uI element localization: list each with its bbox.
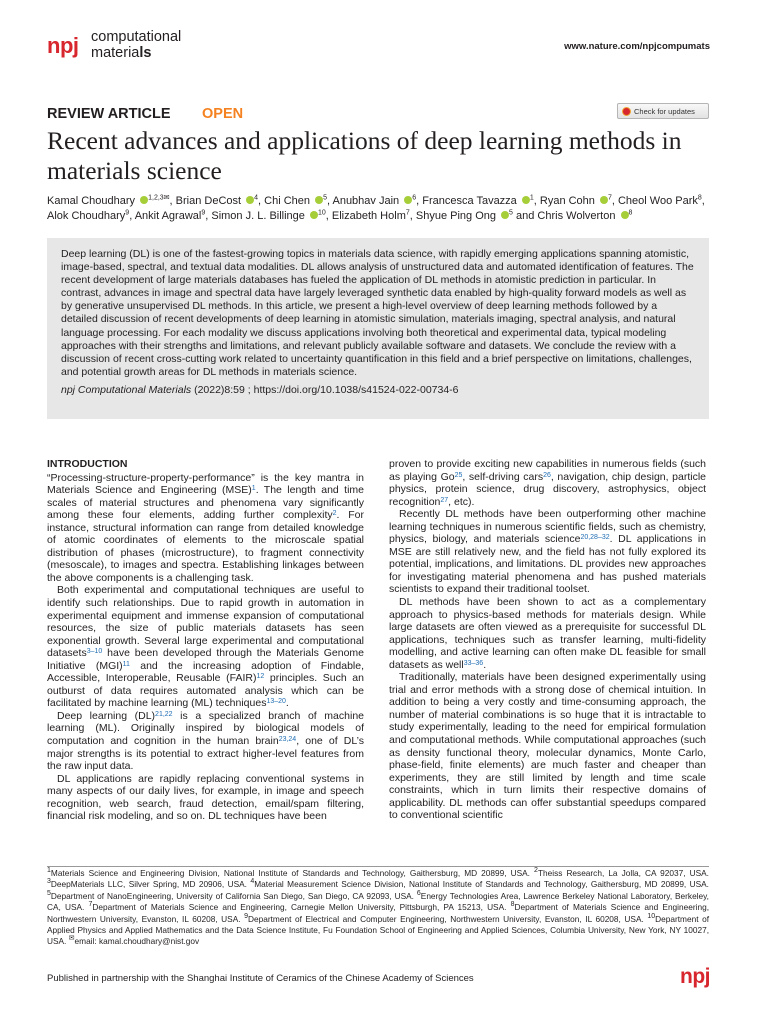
citation-line: [61, 384, 695, 396]
paragraph: Recently DL methods have been outperforming other machine learning techniques in numerous scientific fields, such as chemistry, physics, biology, and materials science$^{20,28-32}$. DL applications in MSE are still relatively new, and the field has not fully explored its potential, implications, and limitations. DL provides new approaches for investigating material phenomena and has pushed materials scientists to expand their traditional toolset.: [389, 508, 706, 596]
paragraph: Traditionally, materials have been designed experimentally using trial and error methods with a strong dose of chemical intuition. In addition to being a very costly and time-consuming approach, the number of material combinations is so huge that it is intractable to study experimentally, leading to the need for empirical formulation and computational methods. While computational approaches (such as density functional theory, molecular dynamics, Monte Carlo, phase-field, finite elements) are much faster and cheaper than experiments, they are still limited by length and time scale constraints, which in turn limits their respective domains of applicability. DL methods can offer substantial speedups compared to conventional scientific: [389, 671, 706, 822]
paragraph: Both experimental and computational techniques are useful to identify such relationships. Due to rapid growth in automation in experimental equipment and immense expansion of computational resources, the size of public materials datasets has seen exponential growth. Several large experimental and computational datasets$^{3-10}$ have been developed through the Materials Genome Initiative (MGI)$^{11}$ and the increasing adoption of Findable, Accessible, Interoperable, Reusable (FAIR)$^{12}$ principles. Such an outburst of data requires automated analysis which can be facilitated by machine learning (ML) techniques$^{13-20}$.: [47, 584, 364, 710]
orcid-icon[interactable]: [501, 211, 509, 219]
orcid-icon[interactable]: [310, 211, 318, 219]
citation-journal: npj Computational Materials: [61, 383, 192, 396]
body-column-right: [389, 458, 706, 822]
orcid-icon[interactable]: [315, 196, 323, 204]
reference-link[interactable]: 33–36: [463, 659, 484, 667]
reference-link[interactable]: 25: [454, 471, 463, 479]
paragraph: “Processing-structure-property-performance” is the key mantra in Materials Science and Engineering (MSE)$^1$. The length and time scales of material structures and phenomena vary significantly among these four elements, adding further complexity$^2$. For instance, structural information can range from detailed knowledge of atomic coordinates of elements to the microscale spatial distribution of phases (microstructure), to fragment connectivity (mesoscale), to images and spectra. Establishing linkages between the above components is a challenging task.: [47, 471, 364, 584]
orcid-icon[interactable]: [600, 196, 608, 204]
footnote-divider: [47, 866, 709, 867]
abstract-text: Deep learning (DL) is one of the fastest-growing topics in materials data science, with rapidly emerging applications spanning atomistic, image-based, spectral, and textual data modalities. DL allows analysis of unstructured data and automated identification of features. The recent development of large materials databases has fueled the application of DL methods in atomistic prediction in particular. In contrast, advances in image and spectral data have largely leveraged synthetic data enabled by high-quality forward models as well as by generative unsupervised DL methods. In this article, we present a high-level overview of deep learning methods followed by a detailed discussion of recent developments of deep learning in atomistic simulation, materials imaging, spectral analysis, and natural language processing. For each modality we discuss applications involving both theoretical and experimental data, typical modeling approaches with their strengths and limitations, and relevant publicly available software and datasets. We conclude the review with a discussion of recent cross-cutting work related to uncertainty quantification in this field and a brief perspective on limitations, challenges, and potential growth areas for DL methods in materials science.: [61, 248, 694, 378]
affiliations-footnotes: $^1$Materials Science and Engineering Division, National Institute of Standards and Technology, Gaithersburg, MD 20899, USA. $^2$Theiss Research, La Jolla, CA 92037, USA. $^3$DeepMaterials LLC, Silver Spring, MD 20906, USA. $^4$Material Measurement Science Division, National Institute of Standards and Technology, Gaithersburg, MD 20899, USA. $^5$Department of NanoEngineering, University of California San Diego, San Diego, CA 92093, USA. $^6$Energy Technologies Area, Lawrence Berkeley National Laboratory, Berkeley, CA, USA. $^7$Department of Materials Science and Engineering, Carnegie Mellon University, Pittsburgh, PA 15213, USA. $^8$Department of Materials Science and Engineering, Northwestern University, Evanston, IL 60208, USA. $^9$Department of Electrical and Computer Engineering, Northwestern University, Evanston, IL 60208, USA. $^{10}$Department of Applied Physics and Applied Mathematics and the Data Science Institute, Fu Foundation School of Engineering and Applied Sciences, Columbia University, New York, NY 10027, USA. ✉email: kamal.choudhary@nist.gov: [47, 867, 709, 947]
publisher-partnership-note: Published in partnership with the Shanghai Institute of Ceramics of the Chinese Academy of Sciences: [47, 973, 474, 984]
paragraph: proven to provide exciting new capabilities in numerous fields (such as playing Go$^{25}$, self-driving cars$^{26}$, navigation, chip design, particle physics, protein science, drug discovery, astrophysics, object recognition$^{27}$, etc).: [389, 458, 706, 508]
journal-url-link[interactable]: www.nature.com/npjcompumats: [564, 41, 710, 52]
section-heading-introduction: INTRODUCTION: [47, 458, 128, 470]
reference-link[interactable]: 13–20: [266, 698, 286, 706]
citation-doi[interactable]: (2022)8:59 ; https://doi.org/10.1038/s41524-022-00734-6: [191, 383, 459, 396]
reference-link[interactable]: 23,24: [278, 736, 297, 744]
orcid-icon[interactable]: [140, 196, 148, 204]
reference-link[interactable]: 21,22: [155, 710, 173, 718]
journal-name: [91, 29, 181, 61]
article-type-label: REVIEW ARTICLE: [47, 106, 171, 122]
orcid-icon[interactable]: [246, 196, 254, 204]
reference-link[interactable]: 20,28–32: [580, 534, 610, 542]
orcid-icon[interactable]: [621, 211, 629, 219]
article-title: Recent advances and applications of deep learning methods in materials science: [47, 126, 682, 185]
reference-link[interactable]: 27: [440, 496, 449, 504]
orcid-icon[interactable]: [522, 196, 530, 204]
paragraph: Deep learning (DL)$^{21,22}$ is a specialized branch of machine learning (ML). Originally inspired by biological models of computation and cognition in the human brain$^{23,24}$, one of DL’s major strengths is its potential to extract higher-level features from the raw input data.: [47, 709, 364, 773]
check-for-updates-button[interactable]: [617, 103, 709, 119]
paragraph: DL applications are rapidly replacing conventional systems in many aspects of our daily lives, for example, in image and speech recognition, web search, fraud detection, email/spam filtering, financial risk modeling, and so on. DL techniques have been: [47, 772, 364, 823]
check-for-updates-label: Check for updates: [634, 106, 695, 116]
open-access-badge: OPEN: [202, 106, 244, 122]
reference-link[interactable]: 11: [122, 660, 130, 668]
journal-name-line2: materials: [91, 45, 152, 61]
reference-link[interactable]: 1: [251, 485, 256, 493]
reference-link[interactable]: 26: [543, 471, 551, 479]
journal-name-line1: computational: [91, 29, 182, 45]
body-column-left: [47, 458, 364, 823]
npj-logo: npj: [47, 33, 79, 58]
reference-link[interactable]: 2: [332, 510, 337, 518]
crossmark-icon: [622, 107, 631, 116]
reference-link[interactable]: 12: [256, 673, 265, 681]
reference-link[interactable]: 3–10: [86, 648, 103, 656]
npj-footer-logo: npj: [680, 965, 710, 988]
abstract-box: [47, 238, 709, 419]
paragraph: DL methods have been shown to act as a complementary approach to physics-based methods for materials design. While large datasets are often viewed as a prerequisite for successful DL applications, techniques such as transfer learning, multi-fidelity modelling, and active learning can often make DL feasible for small datasets as well$^{33-36}$.: [389, 596, 706, 671]
author-list: Kamal Choudhary $^{1,2,3✉}$, Brian DeCost $^4$, Chi Chen $^5$, Anubhav Jain $^6$, Francesca Tavazza $^1$, Ryan Cohn $^7$, Cheol Woo Park$^8$, Alok Choudhary$^9$, Ankit Agrawal$^9$, Simon J. L. Billinge $^{10}$, Elizabeth Holm$^7$, Shyue Ping Ong $^5$ and Chris Wolverton $^8$: [47, 194, 705, 222]
